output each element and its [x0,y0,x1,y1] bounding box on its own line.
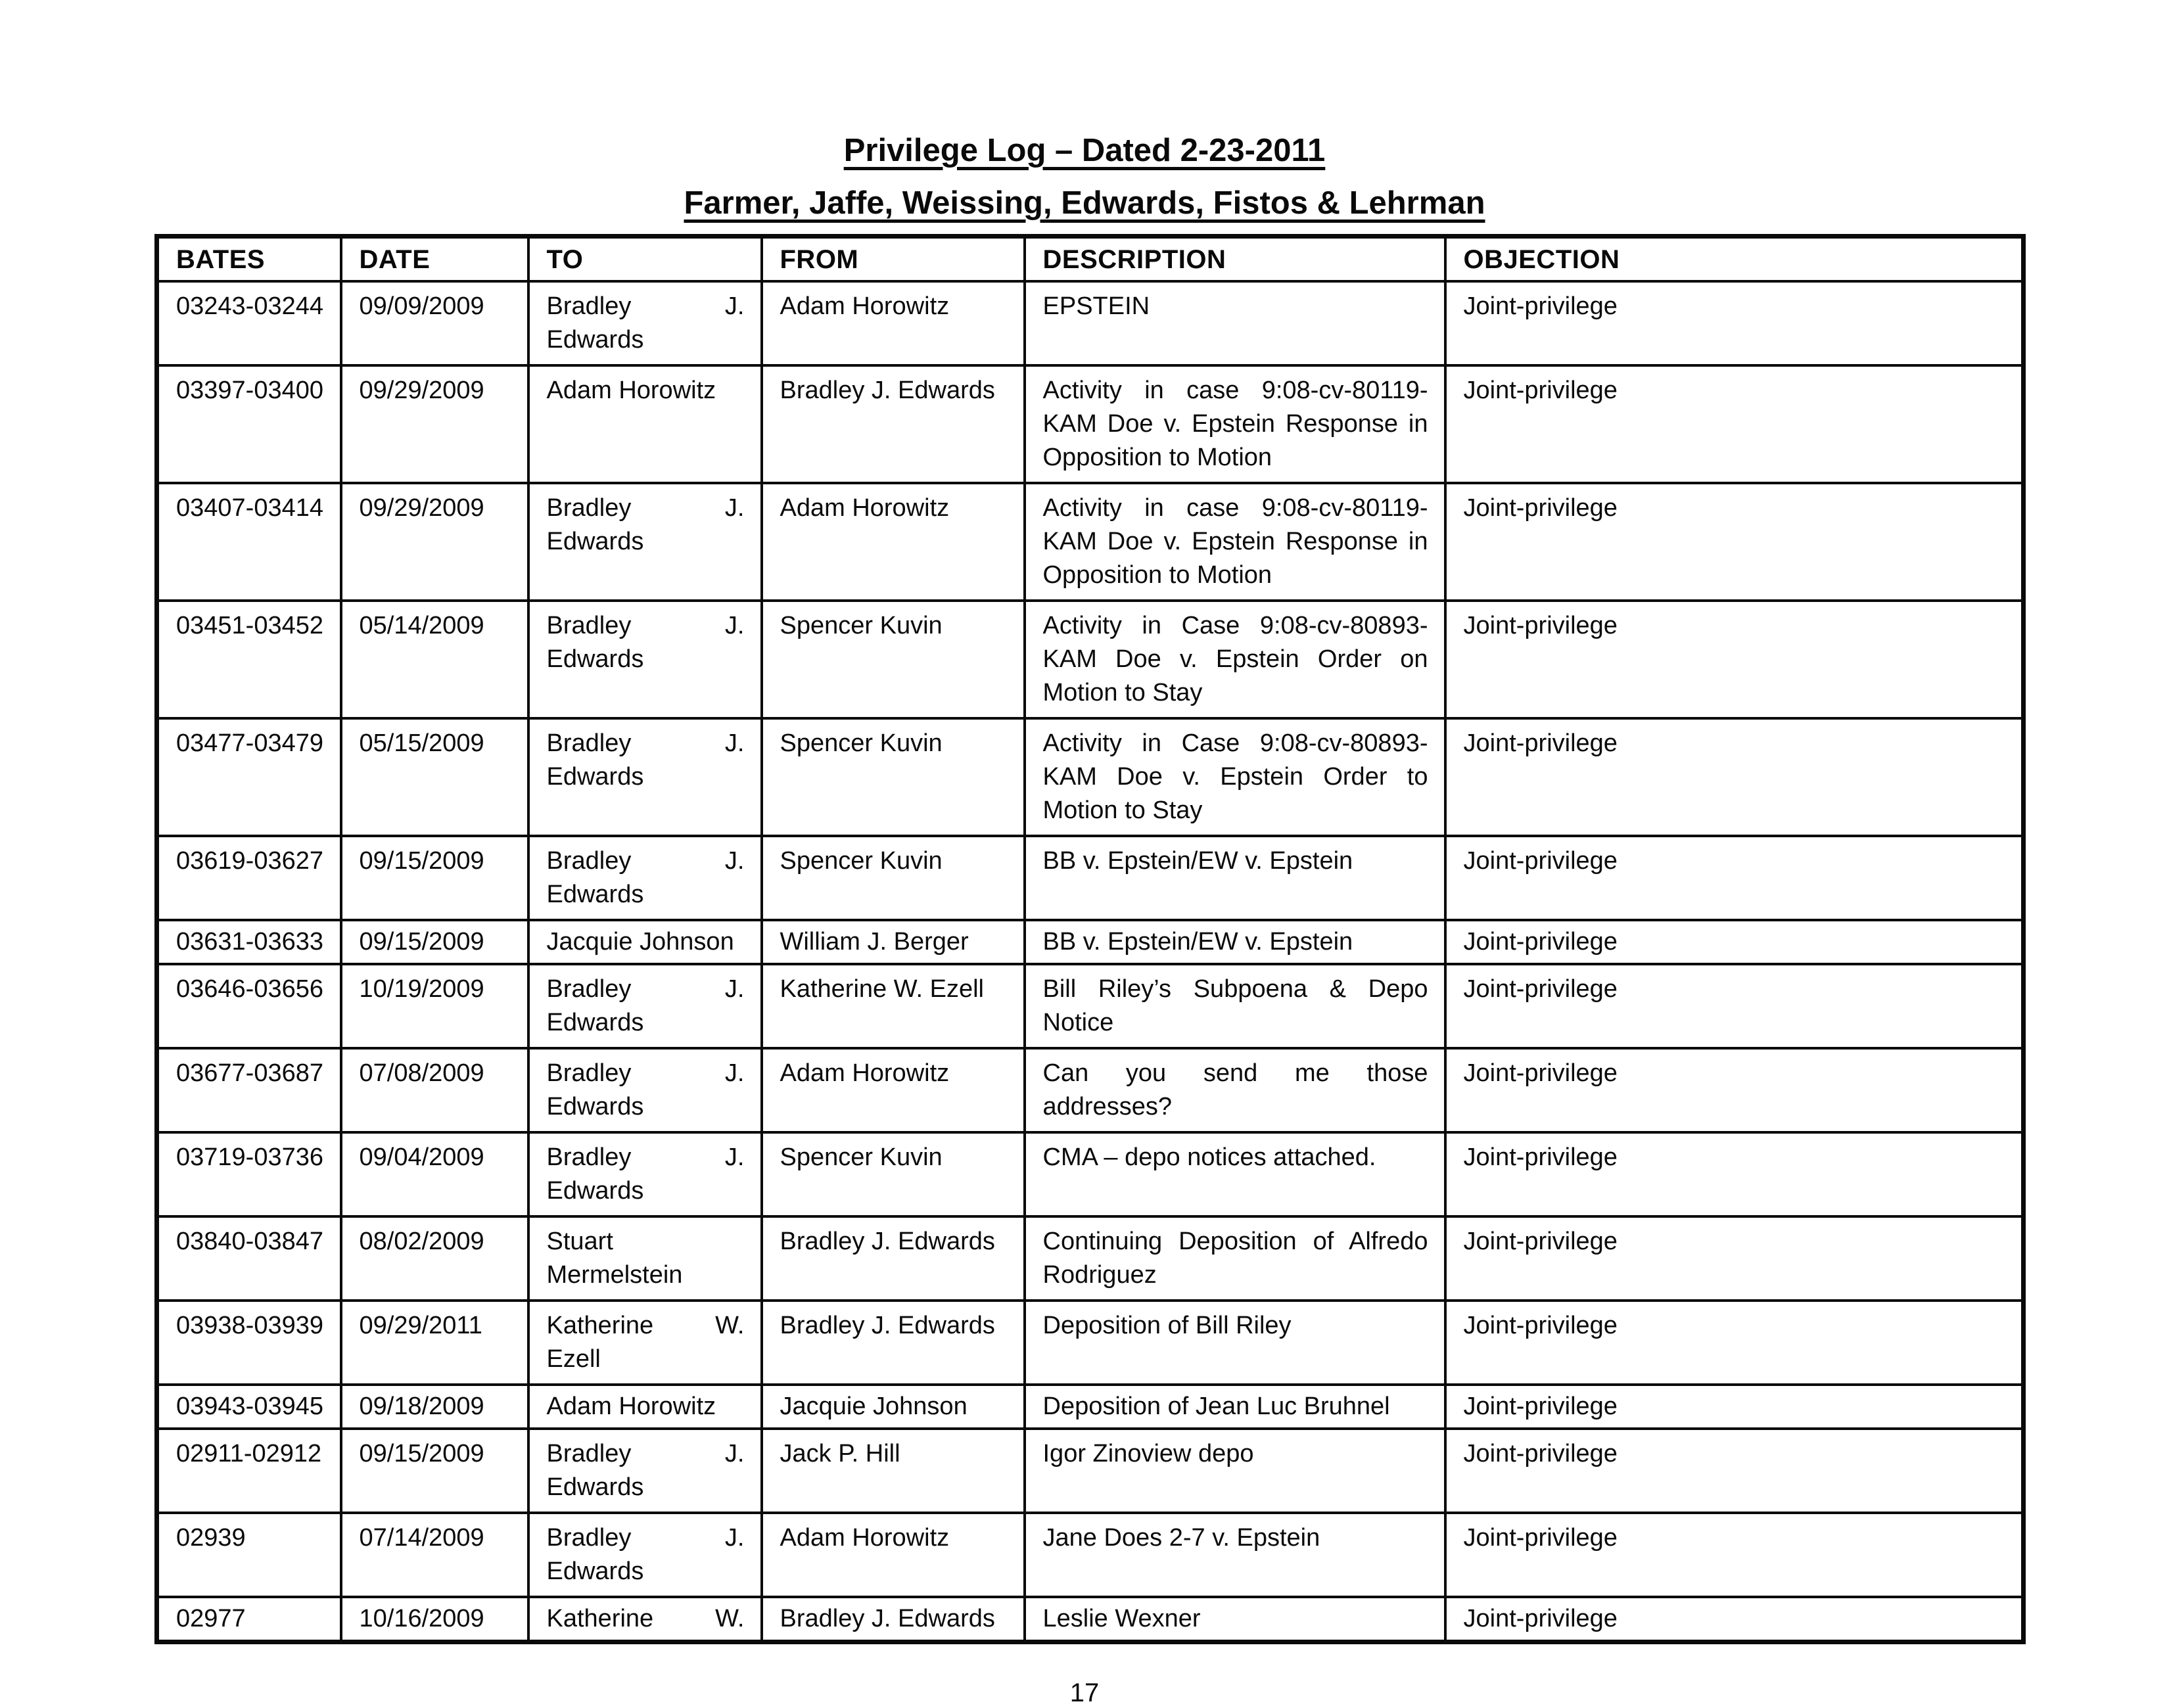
cell-to: Bradley J. Edwards [528,483,762,601]
cell-bates: 03840-03847 [157,1216,341,1301]
header-row [157,237,2024,281]
cell-objection: Joint-privilege [1445,1597,2024,1642]
cell-description: BB v. Epstein/EW v. Epstein [1025,836,1445,920]
cell-bates: 03397-03400 [157,365,341,483]
cell-to: Adam Horowitz [528,1385,762,1429]
cell-bates: 03619-03627 [157,836,341,920]
cell-objection: Joint-privilege [1445,1216,2024,1301]
table-row [157,1301,2024,1385]
cell-bates: 02911-02912 [157,1429,341,1513]
cell-description: Leslie Wexner [1025,1597,1445,1642]
table-row [157,1048,2024,1132]
cell-to: Bradley J. Edwards [528,1513,762,1597]
cell-description: Can you send me those addresses? [1025,1048,1445,1132]
cell-from: Spencer Kuvin [762,601,1025,718]
cell-to: Bradley J. Edwards [528,1429,762,1513]
cell-objection: Joint-privilege [1445,1429,2024,1513]
cell-description: Activity in Case 9:08-cv-80893-KAM Doe v. Epstein Order to Motion to Stay [1025,718,1445,836]
cell-to: Adam Horowitz [528,365,762,483]
cell-bates: 02939 [157,1513,341,1597]
cell-date: 09/29/2009 [341,365,528,483]
cell-description: BB v. Epstein/EW v. Epstein [1025,920,1445,964]
cell-to: Jacquie Johnson [528,920,762,964]
cell-to: Bradley J. Edwards [528,836,762,920]
table-header [157,237,2024,281]
cell-from: Spencer Kuvin [762,718,1025,836]
table-row [157,365,2024,483]
cell-from: Katherine W. Ezell [762,964,1025,1048]
cell-date: 09/15/2009 [341,1429,528,1513]
cell-bates: 03451-03452 [157,601,341,718]
cell-to: Bradley J. Edwards [528,281,762,365]
cell-date: 07/14/2009 [341,1513,528,1597]
cell-from: Bradley J. Edwards [762,1216,1025,1301]
cell-from: Adam Horowitz [762,483,1025,601]
cell-objection: Joint-privilege [1445,1132,2024,1216]
cell-date: 09/15/2009 [341,920,528,964]
column-header-from: FROM [762,237,1025,281]
cell-description: Jane Does 2-7 v. Epstein [1025,1513,1445,1597]
cell-bates: 03938-03939 [157,1301,341,1385]
cell-objection: Joint-privilege [1445,281,2024,365]
cell-bates: 03677-03687 [157,1048,341,1132]
cell-bates: 02977 [157,1597,341,1642]
cell-date: 08/02/2009 [341,1216,528,1301]
cell-description: Activity in case 9:08-cv-80119-KAM Doe v. Epstein Response in Opposition to Motion [1025,365,1445,483]
cell-bates: 03646-03656 [157,964,341,1048]
cell-from: Adam Horowitz [762,1048,1025,1132]
cell-objection: Joint-privilege [1445,365,2024,483]
cell-date: 10/16/2009 [341,1597,528,1642]
cell-from: Spencer Kuvin [762,836,1025,920]
cell-description: Igor Zinoview depo [1025,1429,1445,1513]
cell-objection: Joint-privilege [1445,1301,2024,1385]
table-row [157,964,2024,1048]
cell-bates: 03243-03244 [157,281,341,365]
column-header-to: TO [528,237,762,281]
cell-objection: Joint-privilege [1445,718,2024,836]
cell-date: 10/19/2009 [341,964,528,1048]
cell-date: 07/08/2009 [341,1048,528,1132]
table-row [157,1429,2024,1513]
cell-to: Bradley J. Edwards [528,718,762,836]
cell-objection: Joint-privilege [1445,1385,2024,1429]
cell-description: Continuing Deposition of Alfredo Rodriguez [1025,1216,1445,1301]
cell-date: 09/29/2009 [341,483,528,601]
cell-description: Deposition of Bill Riley [1025,1301,1445,1385]
table-body [157,281,2024,1642]
cell-to: Bradley J. Edwards [528,601,762,718]
cell-objection: Joint-privilege [1445,836,2024,920]
document-subtitle: Farmer, Jaffe, Weissing, Edwards, Fistos & Lehrman [684,185,1485,221]
table-row [157,718,2024,836]
cell-from: Adam Horowitz [762,1513,1025,1597]
cell-to: Katherine W. [528,1597,762,1642]
cell-date: 09/04/2009 [341,1132,528,1216]
table-row [157,281,2024,365]
table-row [157,836,2024,920]
cell-from: Bradley J. Edwards [762,1301,1025,1385]
table-row [157,483,2024,601]
table-row [157,1385,2024,1429]
cell-objection: Joint-privilege [1445,1513,2024,1597]
table-row [157,601,2024,718]
cell-from: Jacquie Johnson [762,1385,1025,1429]
cell-description: Deposition of Jean Luc Bruhnel [1025,1385,1445,1429]
cell-bates: 03719-03736 [157,1132,341,1216]
table-row [157,1132,2024,1216]
cell-to: Stuart Mermelstein [528,1216,762,1301]
cell-bates: 03631-03633 [157,920,341,964]
cell-bates: 03477-03479 [157,718,341,836]
table-row [157,1513,2024,1597]
cell-description: Bill Riley’s Subpoena & Depo Notice [1025,964,1445,1048]
table-row [157,1216,2024,1301]
cell-objection: Joint-privilege [1445,920,2024,964]
cell-from: Spencer Kuvin [762,1132,1025,1216]
privilege-log-table [154,234,2026,1644]
cell-description: CMA – depo notices attached. [1025,1132,1445,1216]
cell-description: EPSTEIN [1025,281,1445,365]
cell-bates: 03407-03414 [157,483,341,601]
cell-to: Bradley J. Edwards [528,1048,762,1132]
cell-bates: 03943-03945 [157,1385,341,1429]
cell-objection: Joint-privilege [1445,483,2024,601]
cell-from: Bradley J. Edwards [762,365,1025,483]
cell-objection: Joint-privilege [1445,601,2024,718]
table-row [157,1597,2024,1642]
column-header-description: DESCRIPTION [1025,237,1445,281]
cell-from: Jack P. Hill [762,1429,1025,1513]
cell-from: Bradley J. Edwards [762,1597,1025,1642]
cell-to: Katherine W. Ezell [528,1301,762,1385]
column-header-bates: BATES [157,237,341,281]
table-row [157,920,2024,964]
cell-date: 09/15/2009 [341,836,528,920]
cell-date: 09/18/2009 [341,1385,528,1429]
cell-description: Activity in case 9:08-cv-80119-KAM Doe v. Epstein Response in Opposition to Motion [1025,483,1445,601]
cell-from: William J. Berger [762,920,1025,964]
cell-from: Adam Horowitz [762,281,1025,365]
cell-objection: Joint-privilege [1445,1048,2024,1132]
cell-objection: Joint-privilege [1445,964,2024,1048]
page-number: 17 [1069,1678,1100,1707]
cell-date: 05/15/2009 [341,718,528,836]
cell-to: Bradley J. Edwards [528,964,762,1048]
cell-date: 09/29/2011 [341,1301,528,1385]
cell-date: 05/14/2009 [341,601,528,718]
cell-description: Activity in Case 9:08-cv-80893-KAM Doe v. Epstein Order on Motion to Stay [1025,601,1445,718]
document-title: Privilege Log – Dated 2-23-2011 [843,133,1326,168]
column-header-date: DATE [341,237,528,281]
cell-to: Bradley J. Edwards [528,1132,762,1216]
cell-date: 09/09/2009 [341,281,528,365]
column-header-objection: OBJECTION [1445,237,2024,281]
